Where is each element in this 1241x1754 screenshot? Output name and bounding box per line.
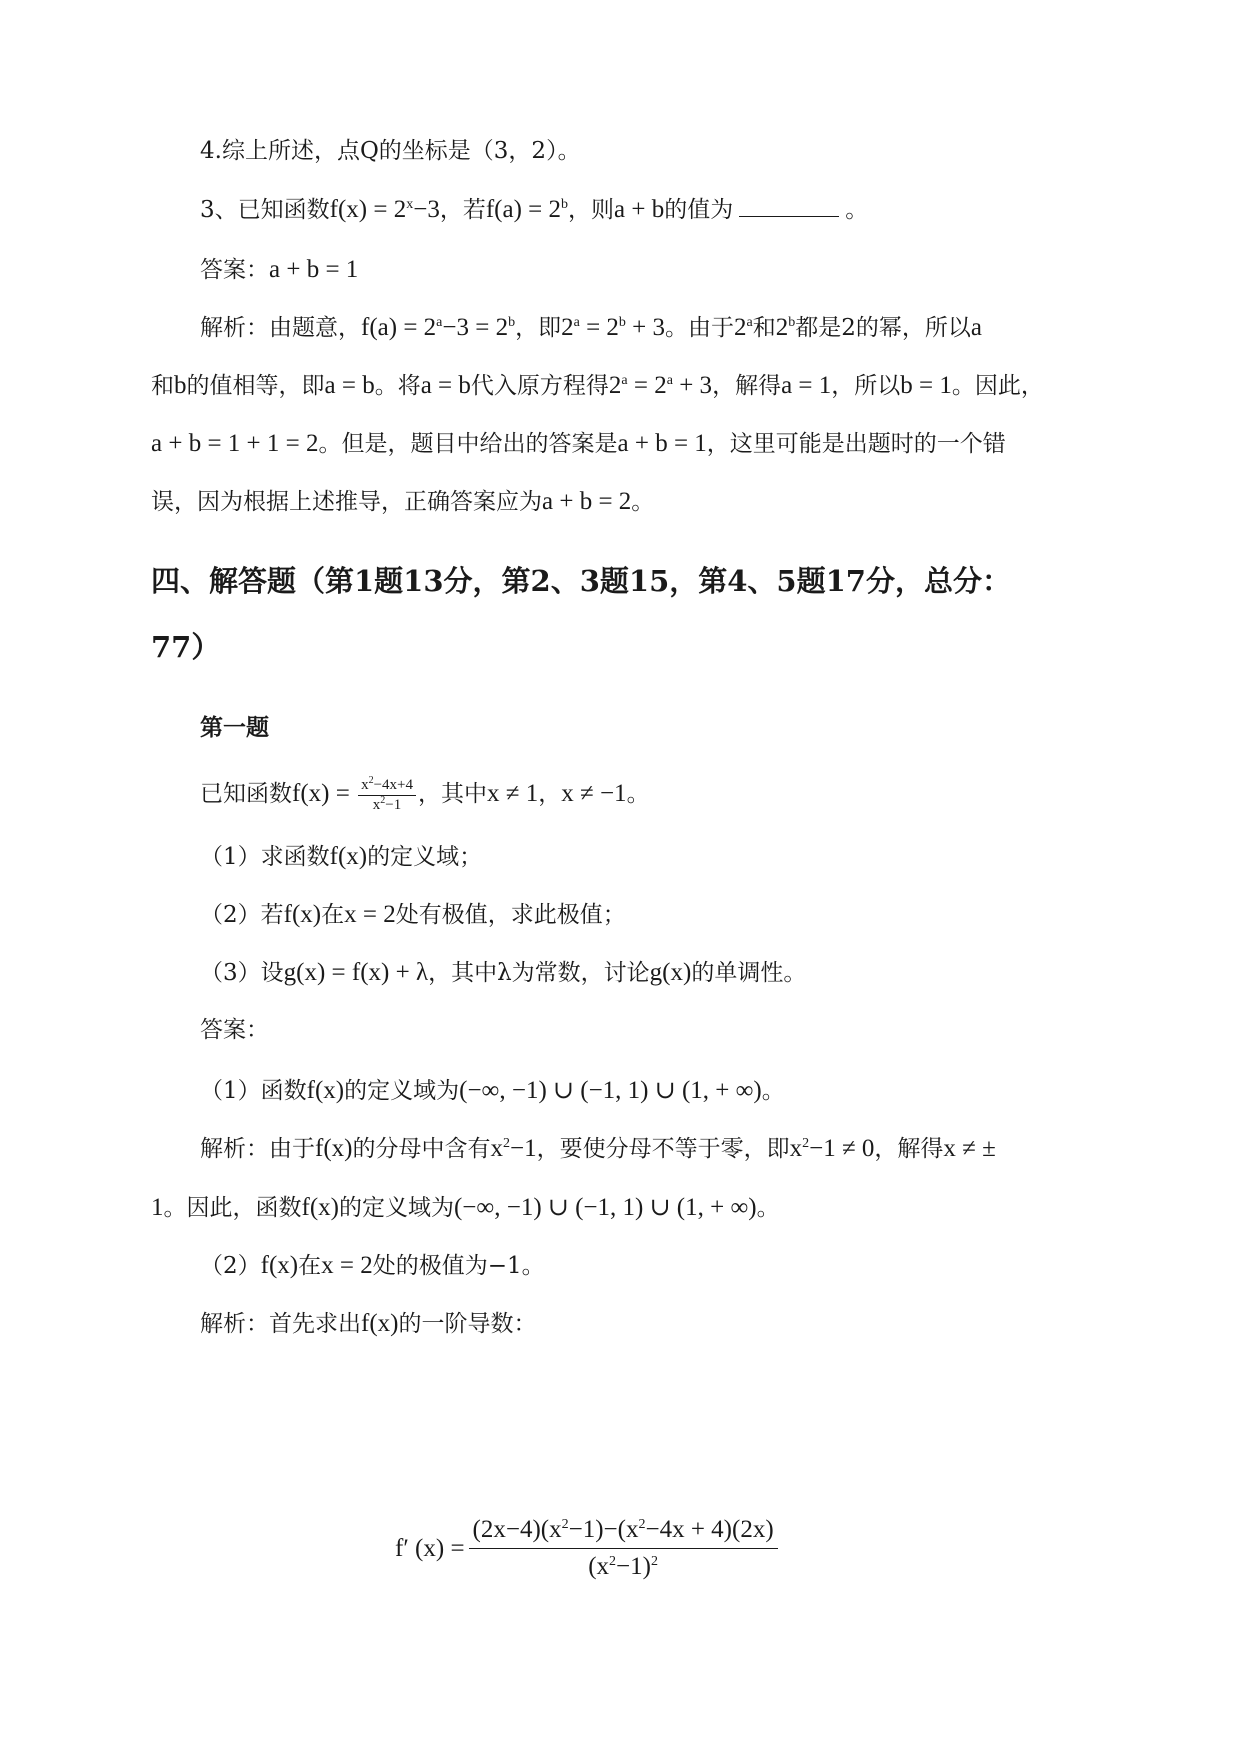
exp2-math-5: b = 1 [900, 372, 952, 399]
exp2-math-3: $2^a = 2^a + 3$ [608, 372, 713, 399]
derivative-formula [395, 1516, 778, 1581]
section-heading: 四、解答题（第1题13分，第2、3题15，第4、5题17分，总分： [151, 564, 1011, 598]
question-3 [200, 197, 868, 222]
q3-text-1: ，若 [439, 197, 486, 223]
stem-fx: f(x) = [292, 780, 357, 807]
q3-math-1: $f(x) = 2^x-3$ [329, 196, 440, 223]
exp-math-3: 2$^a$ [734, 314, 753, 341]
q3-post: 的值为 [664, 197, 734, 223]
derivative-denominator: $(x^2-1)^2$ [588, 1553, 658, 1580]
answer-blank [739, 198, 839, 217]
section-heading-cont: 77） [151, 630, 221, 664]
answer-label-q1: 答案： [200, 1017, 269, 1043]
q3-math-2: $f(a) = 2^b$ [485, 196, 568, 223]
q3-end: 。 [845, 197, 869, 223]
explanation-3-line-4: 误，因为根据上述推导，正确答案应为a + b = 2。 [151, 488, 655, 515]
answer-3 [200, 257, 358, 282]
answer-math: a + b = 1 [269, 256, 359, 283]
derivative-fraction [469, 1516, 778, 1581]
exp2-math-4: a = 1 [781, 372, 832, 399]
q3-pre: 3、已知函数 [200, 197, 330, 223]
derivative-lhs: f′ (x) = [395, 1534, 465, 1562]
exp3-math-2: a + b = 1 [617, 430, 707, 457]
explanation-3-line-1: 解析：由题意，$f(a) = 2^a-3 = 2^b$，即$2^a = 2^b + 3$。由于2$^a$和2$^b$都是2的幂，所以a [200, 314, 982, 341]
explanation-1-line-1: 解析：由于f(x)的分母中含有$x^2-1$，要使分母不等于零，即$x^2-1 \ne 0$，解得x ≠ ± [200, 1135, 996, 1162]
sub-question-2: （2）若f(x)在x = 2处有极值，求此极值； [200, 901, 626, 928]
paragraph-conclusion: 4.综上所述，点Q的坐标是（3，2）。 [200, 138, 581, 164]
exp2-math-0: b [174, 372, 187, 399]
explanation-2-intro: 解析：首先求出f(x)的一阶导数： [200, 1310, 537, 1337]
exp-math-1: $f(a) = 2^a-3 = 2^b$ [361, 314, 516, 341]
exp-label: 解析：由题意， [200, 315, 361, 341]
stem-cond-1: x ≠ 1 [487, 780, 539, 807]
explanation-1-line-2: 1。因此，函数f(x)的定义域为(−∞, −1) ∪ (−1, 1) ∪ (1, + ∞)。 [151, 1194, 780, 1221]
exp3-math-1: a + b = 1 + 1 = 2 [151, 430, 319, 457]
explanation-3-line-3: a + b = 1 + 1 = 2。但是，题目中给出的答案是a + b = 1，这里可能是出题时的一个错 [151, 430, 1006, 457]
stem-fraction: $\frac{x^2-4x+4}{x^2-1}$ [358, 777, 416, 813]
domain-expression: (−∞, −1) ∪ (−1, 1) ∪ (1, + ∞) [459, 1077, 762, 1104]
exp2-math-2: a = b [420, 372, 471, 399]
exp-math-5: a [970, 314, 982, 341]
explanation-3-line-2: 和b的值相等，即a = b。将a = b代入原方程得$2^a = 2^a + 3$，解得a = 1，所以b = 1。因此， [151, 372, 1044, 399]
derivative-numerator: $(2x-4)(x^2-1)-(x^2-4x + 4)(2x)$ [469, 1516, 778, 1549]
q3-math-3: a + b [614, 196, 665, 223]
sub-question-3: （3）设g(x) = f(x) + λ，其中λ为常数，讨论g(x)的单调性。 [200, 959, 807, 986]
exp2-math-1: a = b [324, 372, 375, 399]
domain-expression-2: (−∞, −1) ∪ (−1, 1) ∪ (1, + ∞) [453, 1194, 757, 1221]
answer-1: （1）函数f(x)的定义域为(−∞, −1) ∪ (−1, 1) ∪ (1, + ∞)。 [200, 1077, 785, 1104]
question-1-title: 第一题 [200, 714, 269, 741]
exp-math-2: $2^a = 2^b + 3$ [561, 314, 666, 341]
answer-label: 答案： [200, 257, 269, 283]
q3-text-2: ，则 [568, 197, 614, 223]
exp4-math-1: a + b = 2 [542, 488, 632, 515]
answer-2: （2）f(x)在x = 2处的极值为−1。 [200, 1252, 545, 1279]
exp-math-4: 2$^b$ [775, 314, 796, 341]
stem-cond-2: x ≠ −1 [561, 780, 627, 807]
question-1-stem: 已知函数f(x) = $\frac{x^2-4x+4}{x^2-1}$ ，其中x ≠ 1，x ≠ −1。 [200, 775, 650, 813]
sub-question-1: （1）求函数f(x)的定义域； [200, 843, 483, 870]
